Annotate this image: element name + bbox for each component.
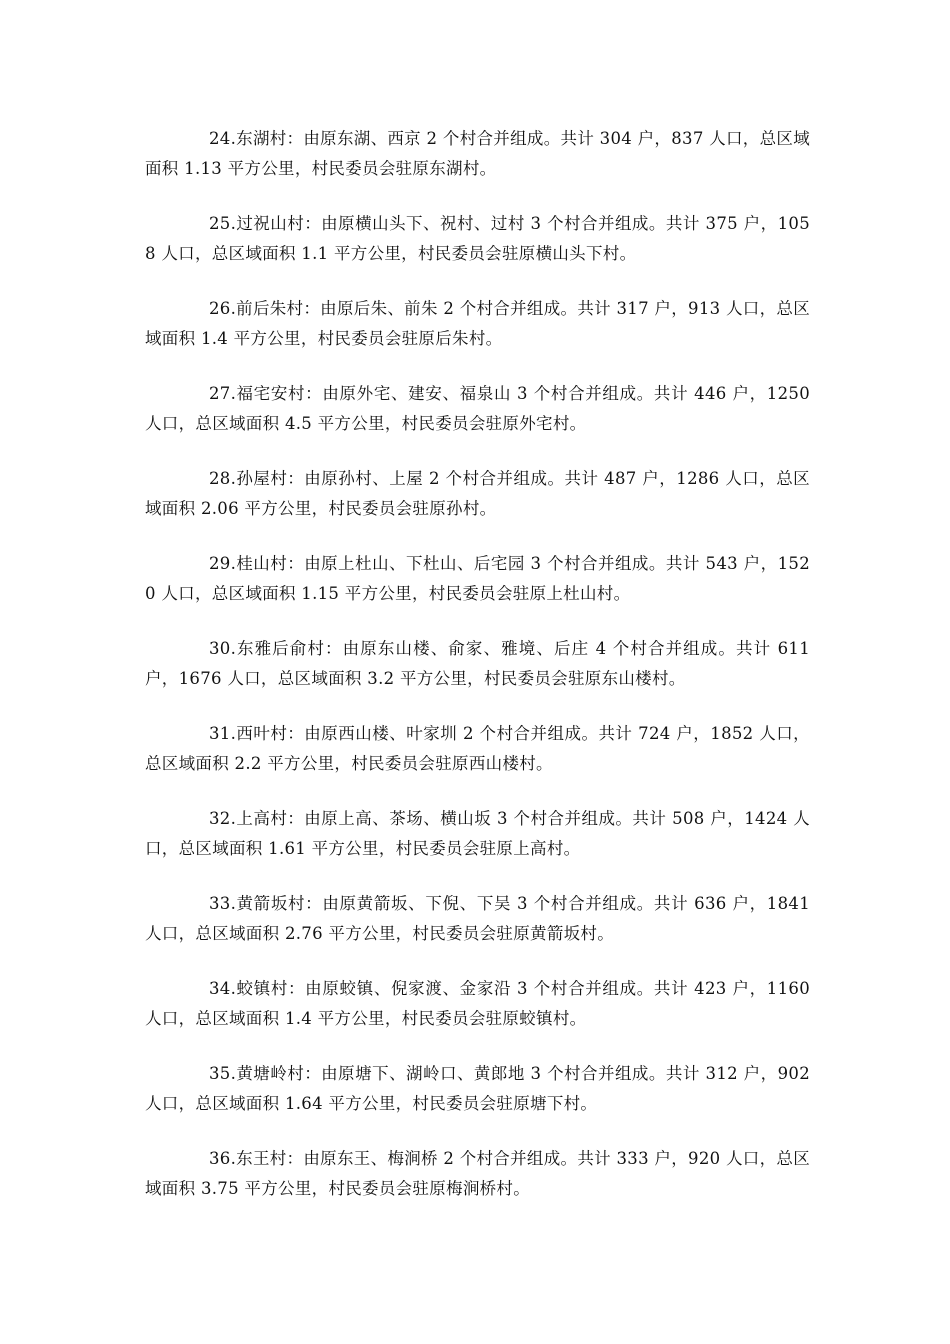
paragraph-village-34: 34.蛟镇村：由原蛟镇、倪家渡、金家沿 3 个村合并组成。共计 423 户，1160 人口，总区域面积 1.4 平方公里，村民委员会驻原蛟镇村。 (145, 979, 810, 1028)
paragraph-village-36: 36.东王村：由原东王、梅涧桥 2 个村合并组成。共计 333 户，920 人口，总区域面积 3.75 平方公里，村民委员会驻原梅涧桥村。 (145, 1149, 810, 1198)
paragraph-village-27: 27.福宅安村：由原外宅、建安、福泉山 3 个村合并组成。共计 446 户，1250 人口，总区域面积 4.5 平方公里，村民委员会驻原外宅村。 (145, 384, 810, 433)
paragraph-village-30: 30.东雅后俞村：由原东山楼、俞家、雅境、后庄 4 个村合并组成。共计 611 户，1676 人口，总区域面积 3.2 平方公里，村民委员会驻原东山楼村。 (145, 639, 810, 688)
paragraph-village-25: 25.过祝山村：由原横山头下、祝村、过村 3 个村合并组成。共计 375 户，1058 人口，总区域面积 1.1 平方公里，村民委员会驻原横山头下村。 (145, 214, 810, 263)
paragraph-village-24: 24.东湖村：由原东湖、西京 2 个村合并组成。共计 304 户，837 人口，总区域面积 1.13 平方公里，村民委员会驻原东湖村。 (145, 129, 810, 178)
paragraph-village-29: 29.桂山村：由原上杜山、下杜山、后宅园 3 个村合并组成。共计 543 户，1520 人口，总区域面积 1.15 平方公里，村民委员会驻原上杜山村。 (145, 554, 810, 603)
paragraph-village-35: 35.黄塘岭村：由原塘下、湖岭口、黄郎地 3 个村合并组成。共计 312 户，902 人口，总区域面积 1.64 平方公里，村民委员会驻原塘下村。 (145, 1064, 810, 1113)
paragraph-village-33: 33.黄箭坂村：由原黄箭坂、下倪、下吴 3 个村合并组成。共计 636 户，1841 人口，总区域面积 2.76 平方公里，村民委员会驻原黄箭坂村。 (145, 894, 810, 943)
document-page (145, 124, 810, 1229)
paragraph-village-31: 31.西叶村：由原西山楼、叶家圳 2 个村合并组成。共计 724 户，1852 人口，总区域面积 2.2 平方公里，村民委员会驻原西山楼村。 (145, 724, 810, 773)
paragraph-village-32: 32.上高村：由原上高、茶场、横山坂 3 个村合并组成。共计 508 户，1424 人口，总区域面积 1.61 平方公里，村民委员会驻原上高村。 (145, 809, 810, 858)
paragraph-village-26: 26.前后朱村：由原后朱、前朱 2 个村合并组成。共计 317 户，913 人口，总区域面积 1.4 平方公里，村民委员会驻原后朱村。 (145, 299, 810, 348)
paragraph-village-28: 28.孙屋村：由原孙村、上屋 2 个村合并组成。共计 487 户，1286 人口，总区域面积 2.06 平方公里，村民委员会驻原孙村。 (145, 469, 810, 518)
